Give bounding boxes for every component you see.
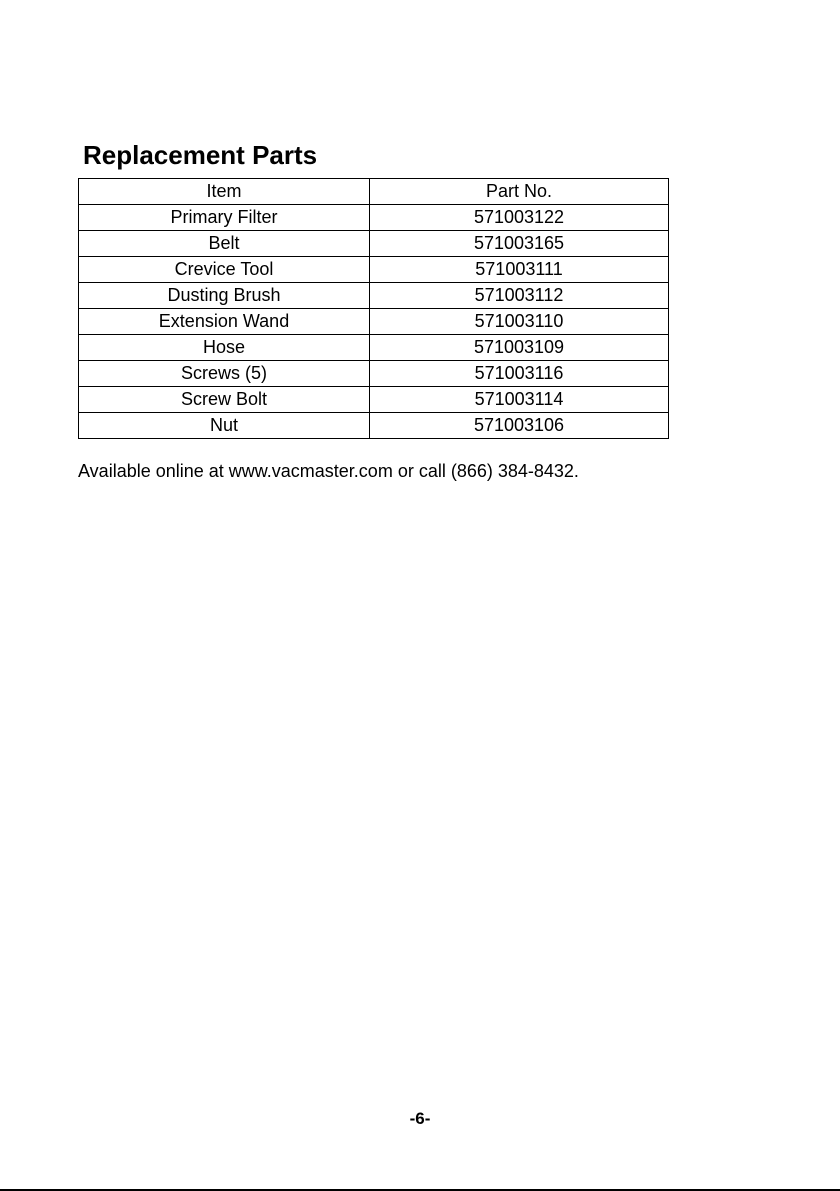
table-row xyxy=(79,413,669,439)
replacement-parts-table xyxy=(78,178,669,439)
column-header-item: Item xyxy=(79,179,370,205)
part-number: 571003112 xyxy=(370,283,669,309)
part-number: 571003110 xyxy=(370,309,669,335)
table-row xyxy=(79,231,669,257)
page-title: Replacement Parts xyxy=(83,140,318,170)
item-name: Hose xyxy=(79,335,370,361)
table-row xyxy=(79,361,669,387)
item-name: Belt xyxy=(79,231,370,257)
table-header-row xyxy=(79,179,669,205)
table-row xyxy=(79,309,669,335)
part-number: 571003122 xyxy=(370,205,669,231)
item-name: Nut xyxy=(79,413,370,439)
item-name: Extension Wand xyxy=(79,309,370,335)
page-number: -6- xyxy=(409,1109,431,1128)
table-row xyxy=(79,335,669,361)
part-number: 571003111 xyxy=(370,257,669,283)
item-name: Crevice Tool xyxy=(79,257,370,283)
availability-note: Available online at www.vacmaster.com or call (866) 384-8432. xyxy=(78,461,579,481)
part-number: 571003114 xyxy=(370,387,669,413)
table-row xyxy=(79,387,669,413)
part-number: 571003109 xyxy=(370,335,669,361)
table-row xyxy=(79,283,669,309)
table-row xyxy=(79,205,669,231)
item-name: Screws (5) xyxy=(79,361,370,387)
part-number: 571003106 xyxy=(370,413,669,439)
part-number: 571003165 xyxy=(370,231,669,257)
table-row xyxy=(79,257,669,283)
column-header-part-no: Part No. xyxy=(370,179,669,205)
item-name: Screw Bolt xyxy=(79,387,370,413)
item-name: Dusting Brush xyxy=(79,283,370,309)
part-number: 571003116 xyxy=(370,361,669,387)
item-name: Primary Filter xyxy=(79,205,370,231)
